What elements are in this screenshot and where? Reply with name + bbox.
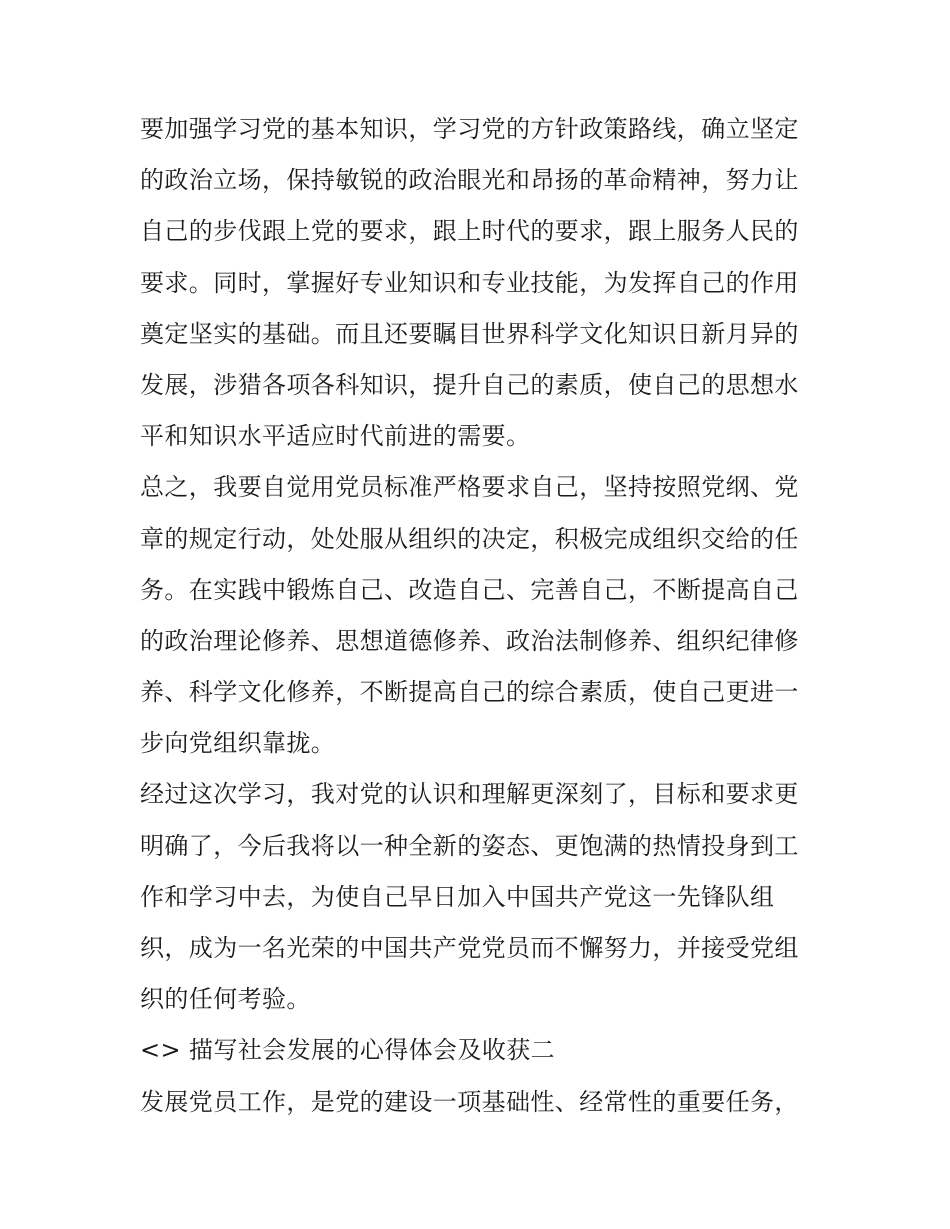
text-line: 织，成为一名光荣的中国共产党党员而不懈努力，并接受党组 — [140, 934, 799, 962]
text-line: 自己的步伐跟上党的要求，跟上时代的要求，跟上服务人民的 — [140, 217, 799, 246]
text-line: 的政治理论修养、思想道德修养、政治法制修养、组织纪律修 — [140, 626, 799, 655]
heading-line: <> 描写社会发展的心得体会及收获二 — [140, 1036, 556, 1065]
text-line: 平和知识水平适应时代前进的需要。 — [140, 422, 531, 451]
document-body — [140, 104, 820, 1128]
paragraph-1 — [140, 104, 820, 462]
section-heading — [140, 1025, 820, 1076]
text-line: 明确了，今后我将以一种全新的姿态、更饱满的热情投身到工 — [140, 831, 799, 860]
text-line: 章的规定行动，处处服从组织的决定，积极完成组织交给的任 — [140, 524, 799, 553]
text-line: 要求。同时，掌握好专业知识和专业技能，为发挥自己的作用 — [140, 268, 799, 297]
text-line: 步向党组织靠拢。 — [140, 729, 336, 758]
text-line: 经过这次学习，我对党的认识和理解更深刻了，目标和要求更 — [140, 780, 799, 809]
text-line: 发展党员工作，是党的建设一项基础性、经常性的重要任务， — [140, 1087, 799, 1116]
text-line: 务。在实践中锻炼自己、改造自己、完善自己，不断提高自己 — [140, 575, 799, 604]
text-line: 发展，涉猎各项各科知识，提升自己的素质，使自己的思想水 — [140, 370, 799, 399]
text-line: 作和学习中去，为使自己早日加入中国共产党这一先锋队组 — [140, 882, 775, 911]
paragraph-3 — [140, 769, 820, 1025]
text-line: 织的任何考验。 — [140, 985, 311, 1014]
text-line: 的政治立场，保持敏锐的政治眼光和昂扬的革命精神，努力让 — [140, 166, 799, 195]
text-line: 要加强学习党的基本知识，学习党的方针政策路线，确立坚定 — [140, 115, 799, 143]
paragraph-2 — [140, 462, 820, 769]
text-line: 奠定坚实的基础。而且还要瞩目世界科学文化知识日新月异的 — [140, 319, 799, 348]
paragraph-4 — [140, 1077, 820, 1128]
text-line: 养、科学文化修养，不断提高自己的综合素质，使自己更进一 — [140, 678, 799, 707]
text-line: 总之，我要自觉用党员标准严格要求自己，坚持按照党纲、党 — [140, 473, 799, 502]
